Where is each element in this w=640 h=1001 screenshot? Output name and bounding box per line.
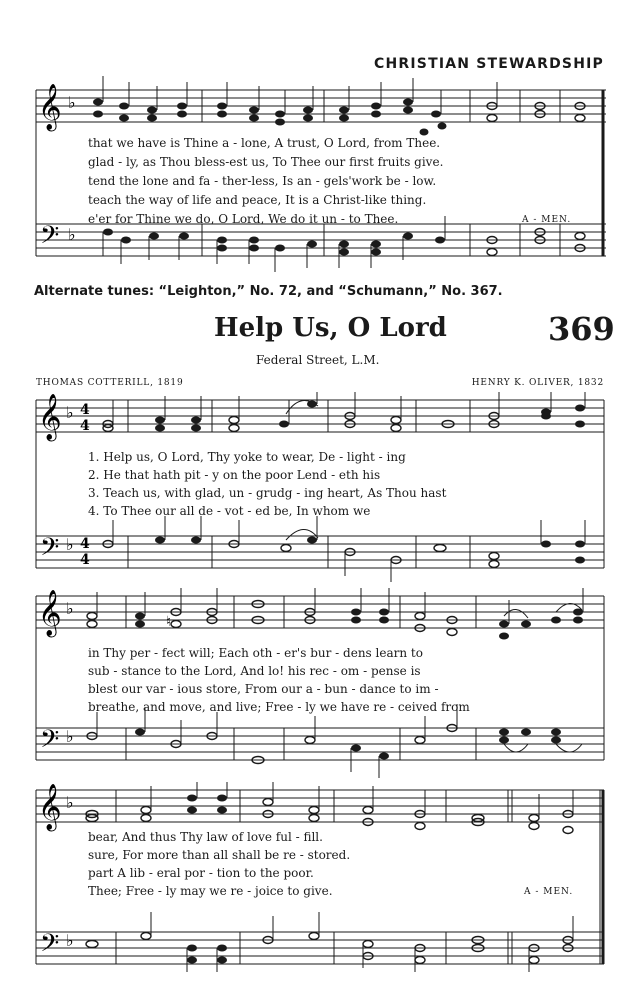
svg-text:𝄢: 𝄢	[40, 725, 60, 760]
svg-text:♭: ♭	[66, 931, 74, 950]
hymn-amen: A - MEN.	[524, 887, 574, 897]
running-head: CHRISTIAN STEWARDSHIP	[374, 56, 604, 72]
prev-verse-line: tend the lone and fa - ther-less, Is an - gels'work be - low.	[88, 174, 437, 188]
hymn-system-3	[0, 782, 640, 982]
svg-text:4: 4	[80, 552, 90, 568]
prev-amen: A - MEN.	[522, 215, 572, 225]
author-credit: THOMAS COTTERILL, 1819	[36, 378, 184, 388]
svg-text:♭: ♭	[66, 793, 74, 812]
verse-line: sub - stance to the Lord, And lo! his rec - om - pense is	[88, 664, 421, 678]
svg-text:4: 4	[80, 536, 90, 552]
verse-line: sure, For more than all shall be re - stored.	[88, 848, 351, 862]
verse-line: in Thy per - fect will; Each oth - er's bur - dens learn to	[88, 646, 423, 660]
svg-text:𝄢: 𝄢	[40, 929, 60, 964]
alternate-tunes-note: Alternate tunes: “Leighton,” No. 72, and “Schumann,” No. 367.	[34, 284, 503, 299]
verse-line: bear, And thus Thy law of love ful - fill.	[88, 830, 323, 844]
svg-text:𝄞: 𝄞	[38, 394, 62, 440]
svg-text:♭: ♭	[66, 535, 74, 554]
prev-verse-line: that we have is Thine a - lone, A trust, O Lord, from Thee.	[88, 136, 441, 150]
verse-line: 3. Teach us, with glad, un - grudg - ing heart, As Thou hast	[88, 486, 447, 500]
svg-text:♭: ♭	[68, 225, 76, 244]
svg-text:𝄢: 𝄢	[40, 221, 60, 256]
tune-name: Federal Street, L.M.	[256, 353, 380, 367]
svg-text:♭: ♭	[66, 727, 74, 746]
svg-text:♭: ♭	[66, 403, 74, 422]
svg-text:𝄞: 𝄞	[38, 784, 62, 830]
svg-text:♮: ♮	[166, 614, 172, 630]
prev-verse-line: teach the way of life and peace, It is a Christ-like thing.	[88, 193, 427, 207]
verse-line: Thee; Free - ly may we re - joice to give.	[88, 884, 333, 898]
svg-text:𝄞: 𝄞	[38, 84, 62, 130]
verse-line: 2. He that hath pit - y on the poor Lend - eth his	[88, 468, 381, 482]
hymn-number: 369	[548, 310, 615, 348]
svg-text:4: 4	[80, 402, 90, 418]
svg-text:♭: ♭	[66, 599, 74, 618]
svg-text:4: 4	[80, 418, 90, 434]
svg-text:𝄞: 𝄞	[38, 590, 62, 636]
hymn-title: Help Us, O Lord	[214, 313, 447, 343]
prev-verse-line: glad - ly, as Thou bless-est us, To Thee our first fruits give.	[88, 155, 444, 169]
svg-text:♭: ♭	[68, 93, 76, 112]
verse-line: 1. Help us, O Lord, Thy yoke to wear, De - light - ing	[88, 450, 406, 464]
composer-credit: HENRY K. OLIVER, 1832	[471, 378, 604, 388]
prev-verse-line: e'er for Thine we do, O Lord, We do it un - to Thee.	[88, 212, 399, 226]
verse-line: part A lib - eral por - tion to the poor.	[88, 866, 314, 880]
verse-line: breathe, and move, and live; Free - ly we have re - ceived from	[88, 700, 470, 714]
verse-line: blest our var - ious store, From our a - bun - dance to im -	[88, 682, 439, 696]
verse-line: 4. To Thee our all de - vot - ed be, In whom we	[88, 504, 371, 518]
svg-text:𝄢: 𝄢	[40, 533, 60, 568]
